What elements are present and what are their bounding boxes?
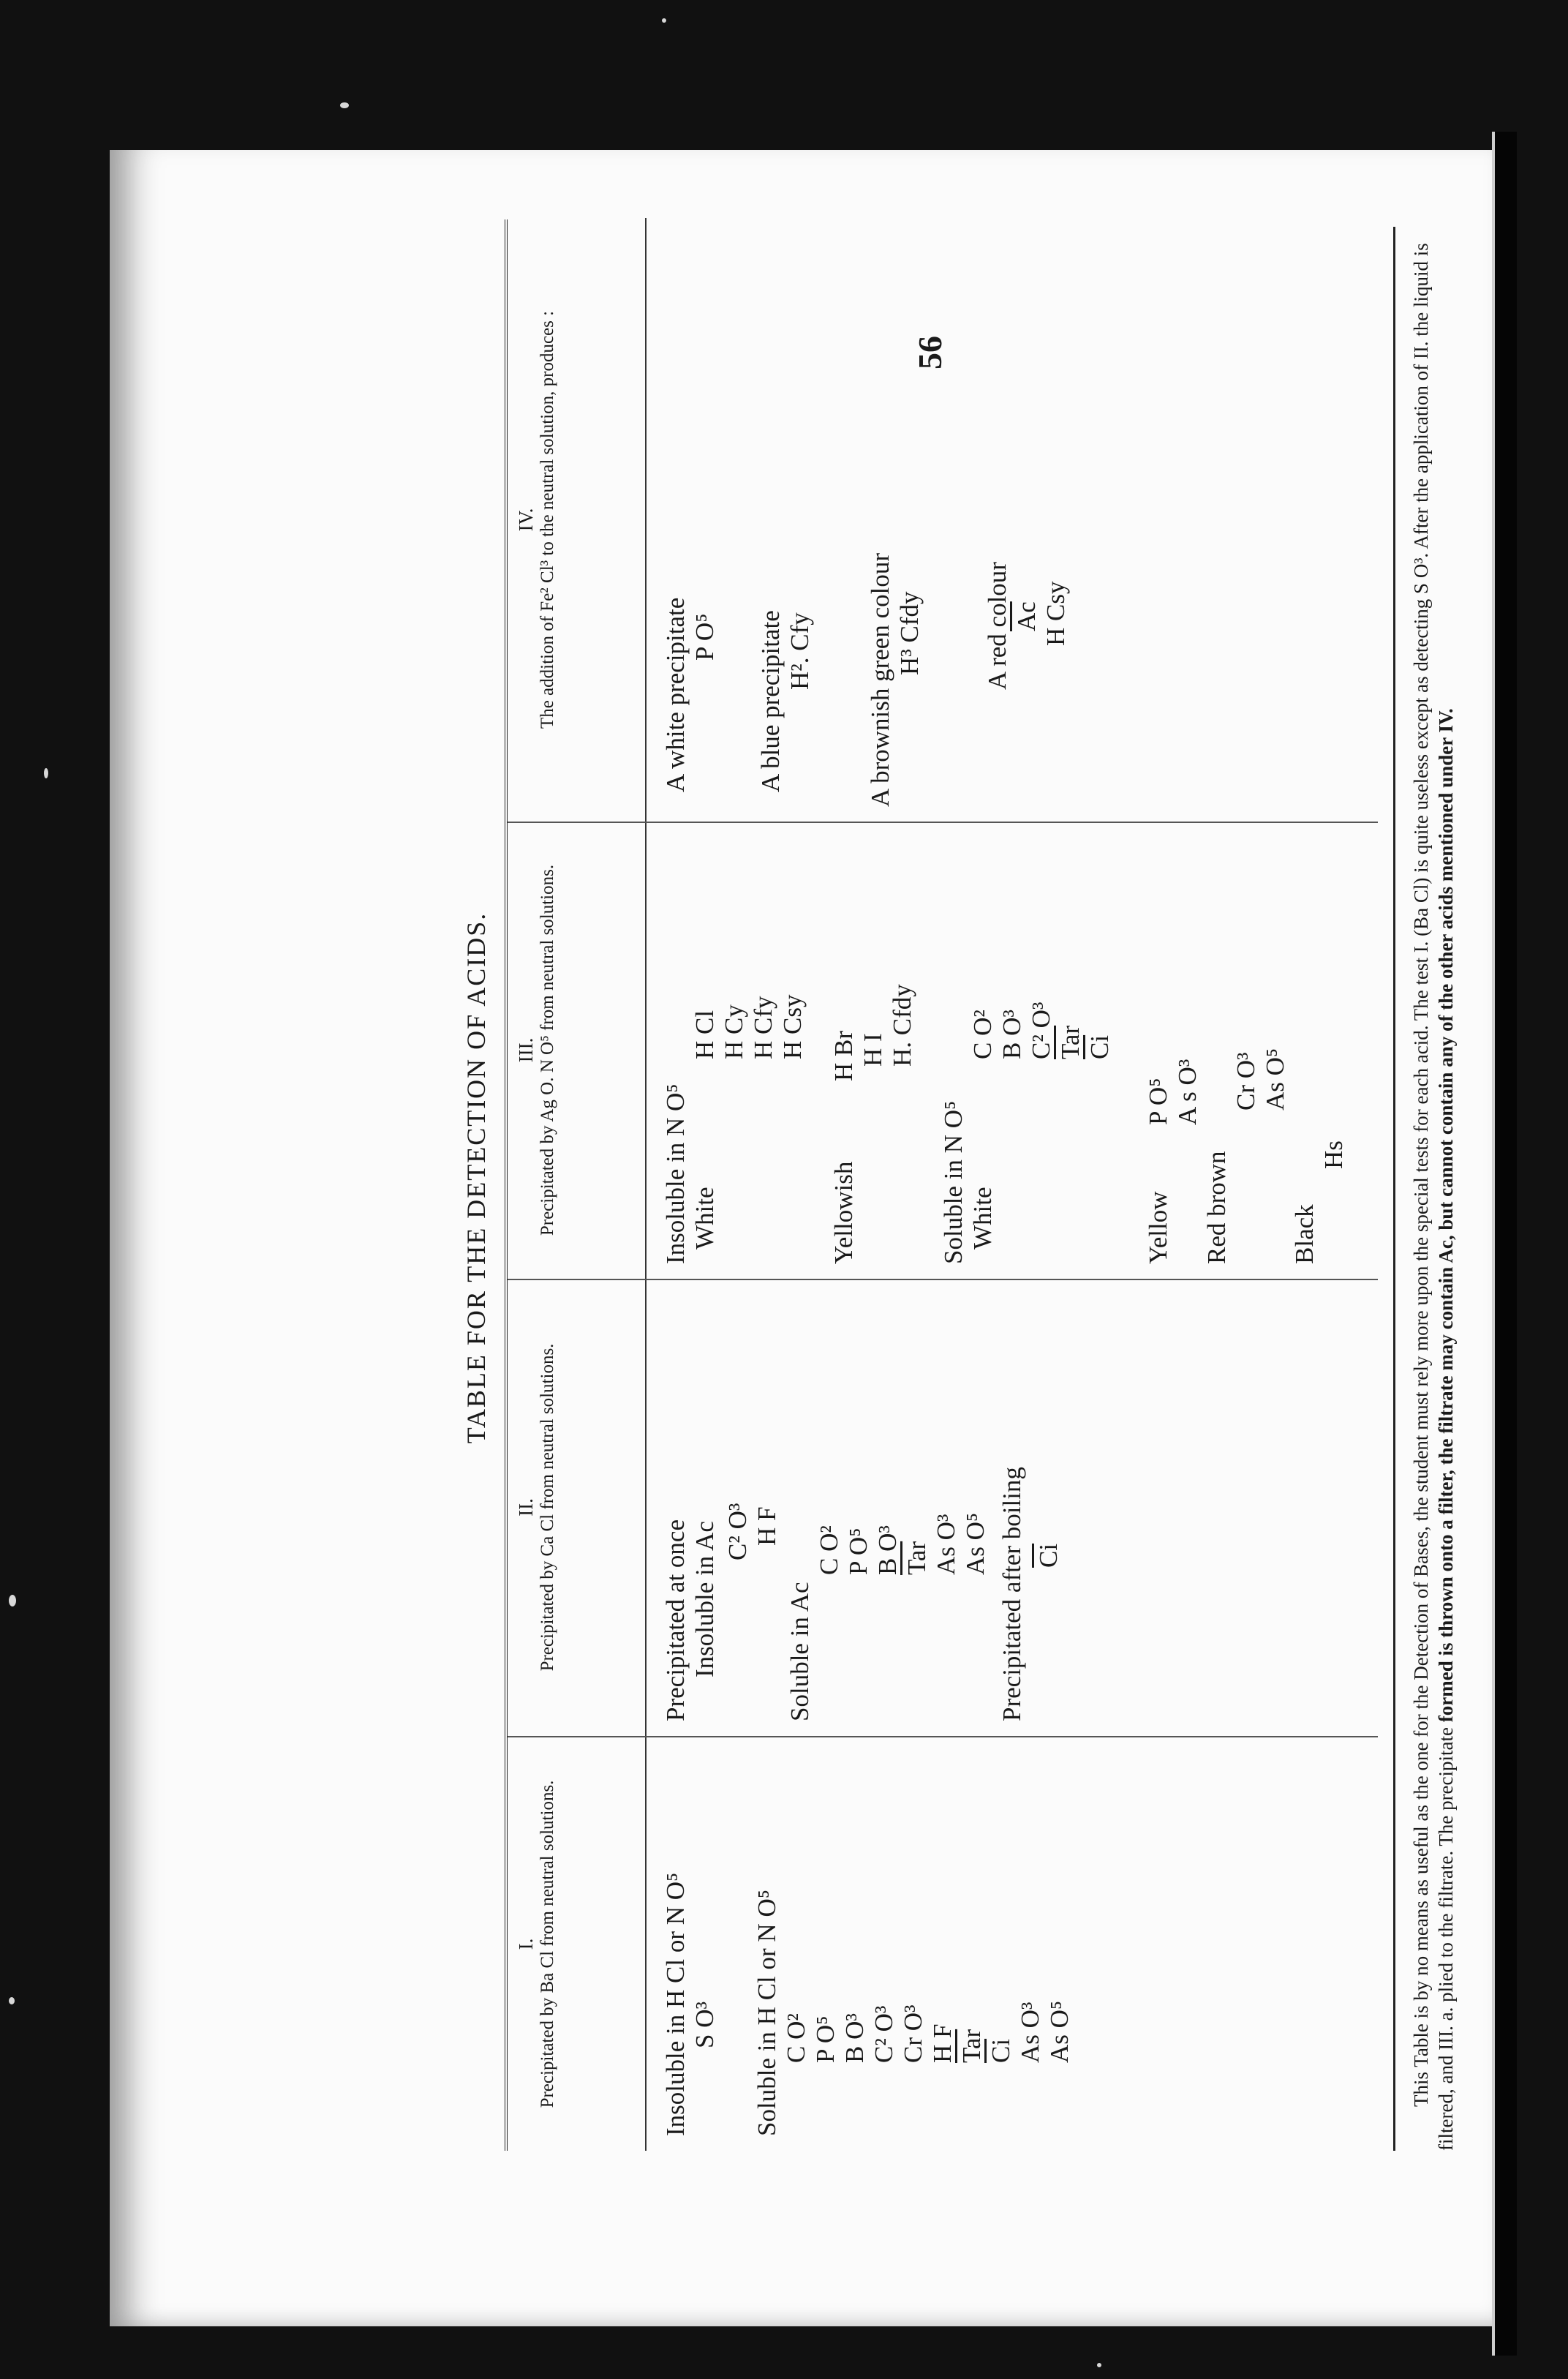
column-1-entry: Insoluble in H Cl or N O⁵: [661, 1872, 690, 2136]
column-3-entry: H Csy: [778, 994, 807, 1059]
column-4-header: [508, 218, 647, 822]
column-3-heading: Precipitated by Ag O. N O⁵ from neutral solutions.: [538, 864, 557, 1236]
column-1-entry: S O³: [690, 2002, 719, 2048]
column-3-number: III.: [515, 1037, 537, 1063]
column-4-entry: A white precipitate: [661, 597, 690, 792]
column-3-entry: $\overline{Tar}$: [1056, 1025, 1085, 1059]
column-4-entry: P O⁵: [690, 613, 719, 661]
column-3-entry: C² O³: [1027, 1001, 1055, 1059]
column-2-heading: Precipitated by Ca Cl from neutral solutions.: [538, 1343, 557, 1672]
column-2-entry: B O³: [873, 1525, 902, 1575]
column-3-entry: White: [968, 1187, 997, 1249]
column-3-entry: B O³: [998, 1010, 1026, 1059]
column-2-number: II.: [515, 1498, 537, 1517]
column-2-entry: C O²: [815, 1525, 843, 1575]
column-1-header: [508, 1737, 647, 2151]
column-1-entry: Soluble in H Cl or N O⁵: [753, 1890, 781, 2136]
column-4-entry: A blue precipitate: [756, 610, 785, 792]
column-1-entry: C O²: [782, 2013, 810, 2063]
column-2-entry: C² O³: [723, 1503, 752, 1560]
column-4-entry: A brownish green colour: [866, 552, 894, 807]
column-3-entry: H Cl: [690, 1010, 719, 1059]
column-3-entry: C O²: [968, 1010, 997, 1059]
rotated-page-content: [417, 139, 1568, 2151]
column-2-entry: H F: [753, 1506, 781, 1546]
column-4-number: IV.: [515, 508, 537, 532]
column-3-header: [508, 822, 647, 1279]
column-4-entry: H². Cfy: [785, 612, 814, 690]
column-4-entry: A red colour: [983, 562, 1011, 690]
column-1-entry: B O³: [840, 2013, 869, 2063]
column-4-heading: The addition of Fe² Cl³ to the neutral solution, produces :: [538, 310, 557, 729]
column-3-entry: H Cfy: [749, 996, 777, 1059]
acid-detection-table: [505, 219, 1378, 2151]
column-4: [508, 218, 1378, 823]
footnote-bold-text: formed is thrown onto a filter, the filtrate may contain Ac, but cannot contain any of the other acids mentioned under IV.: [1435, 708, 1457, 1723]
page-number: 56: [911, 336, 949, 369]
column-2-entry: P O⁵: [844, 1527, 872, 1575]
column-3-entry: H Br: [829, 1030, 858, 1081]
column-1-heading: Precipitated by Ba Cl from neutral solutions.: [538, 1780, 557, 2108]
column-3-entry: H. Cfdy: [888, 984, 916, 1067]
column-2-entry: Precipitated after boiling: [998, 1467, 1026, 1721]
column-3-entry: As O⁵: [1261, 1048, 1289, 1110]
column-4-entry: H Csy: [1041, 581, 1070, 646]
column-3-entry: H I: [859, 1033, 887, 1067]
column-1-entry: $\overline{Tar}$: [957, 2029, 986, 2063]
column-3-entry: Insoluble in N O⁵: [661, 1083, 690, 1264]
column-3-entry: H Cy: [720, 1004, 748, 1059]
column-1-number: I.: [515, 1938, 537, 1950]
footnote-text: This Table is by no means as useful as the one for the Detection of Bases, the student must rely more upon the special tests for each acid. The test I. (Ba Cl) is quite useless except as detecting S O³. After the application of II. the liquid is filtered, and III. a. plied to the filtrate. The precipitate: [1410, 243, 1457, 2151]
column-3-entry: P O⁵: [1144, 1078, 1172, 1125]
column-2-entry: $\overline{Tar}$: [902, 1541, 931, 1575]
column-1-entry: As O⁵: [1045, 2000, 1074, 2063]
column-3-entry: Yellowish: [829, 1161, 858, 1264]
column-1-entry: As O³: [1016, 2002, 1044, 2063]
column-3-entry: A s O³: [1173, 1059, 1202, 1125]
column-1-entry: Cr O³: [899, 2004, 927, 2063]
column-1-entry: P O⁵: [811, 2015, 840, 2063]
column-3-entry: Soluble in N O⁵: [939, 1100, 968, 1264]
column-3-entry: Yellow: [1144, 1191, 1172, 1264]
footnote: [1393, 227, 1458, 2151]
column-2-entry: Insoluble in Ac: [690, 1521, 719, 1677]
column-1-entry: C² O³: [870, 2005, 898, 2063]
column-4-entry: $\overline{Ac}$: [1012, 601, 1041, 631]
column-1-entry: $\overline{Ci}$: [987, 2038, 1015, 2063]
column-2: [508, 1279, 1378, 1737]
column-4-entry: H³ Cfdy: [895, 591, 924, 675]
column-3-entry: Black: [1290, 1204, 1319, 1264]
table-title: TABLE FOR THE DETECTION OF ACIDS.: [461, 912, 491, 1444]
column-2-entry: Precipitated at once: [661, 1519, 690, 1721]
column-3: [508, 822, 1378, 1280]
column-3-entry: Cr O³: [1232, 1052, 1260, 1110]
column-2-entry: $\overline{Ci}$: [1034, 1543, 1063, 1568]
column-1-entry: H F: [928, 2023, 957, 2063]
column-3-entry: Red brown: [1202, 1151, 1231, 1264]
column-2-entry: As O⁵: [961, 1512, 990, 1575]
column-2-entry: Soluble in Ac: [785, 1582, 814, 1721]
column-2-entry: As O³: [932, 1514, 960, 1575]
column-3-entry: Hs: [1319, 1140, 1348, 1169]
column-1: [508, 1737, 1378, 2151]
column-3-entry: $\overline{Ci}$: [1085, 1034, 1114, 1059]
column-2-header: [508, 1279, 647, 1736]
column-3-entry: White: [690, 1187, 719, 1249]
